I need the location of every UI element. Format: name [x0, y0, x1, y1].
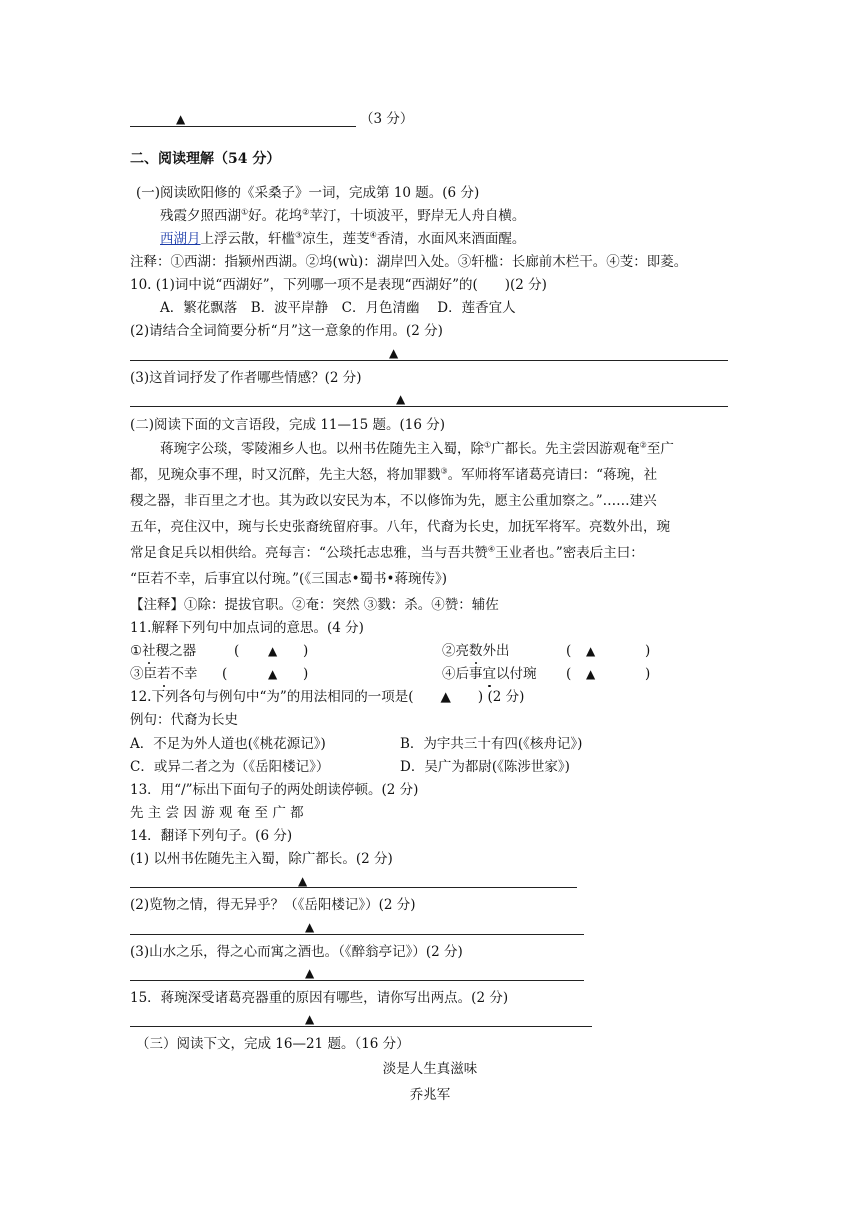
- poem-text: 凉生，莲芰: [302, 231, 370, 247]
- passage-text: 广都长。先主尝因游观奄: [491, 441, 640, 457]
- q14-1: (1) 以州书佐随先主入蜀，除广都长。(2 分): [130, 851, 393, 867]
- answer-line: [130, 406, 728, 407]
- q11-blank-close: ): [303, 643, 309, 659]
- dotted-word: 宜: [482, 666, 496, 682]
- question-13: 13．用“/”标出下面句子的两处朗读停顿。(2 分): [130, 782, 419, 798]
- score-label: （3 分）: [360, 111, 414, 127]
- answer-line: [130, 1026, 592, 1027]
- passage-text: 蒋琬字公琰，零陵湘乡人也。以州书佐随先主入蜀，除: [160, 441, 484, 457]
- dotted-word: 数: [469, 643, 483, 659]
- article-author: 乔兆军: [409, 1087, 451, 1103]
- q13-sentence: 先 主 尝 因 游 观 奄 至 广 都: [130, 805, 304, 821]
- passage-line-2: [130, 466, 657, 484]
- q11-item-1: [130, 642, 196, 660]
- dotted-word: 若: [157, 666, 171, 682]
- part1-intro: (一)阅读欧阳修的《采桑子》一词，完成第 10 题。(6 分): [136, 185, 480, 201]
- poem-text: 残霞夕照西湖: [160, 208, 241, 224]
- answer-mark: ▲: [305, 1012, 315, 1026]
- item-text: 外出: [482, 643, 510, 659]
- part3-intro: （三）阅读下文，完成 16—21 题。（16 分）: [136, 1036, 410, 1052]
- answer-mark: ▲: [389, 346, 399, 360]
- dotted-word: 社: [142, 643, 156, 659]
- question-15: 15．蒋琬深受诸葛亮器重的原因有哪些，请你写出两点。(2 分): [130, 990, 509, 1006]
- question-11: 11.解释下列句中加点词的意思。(4 分): [130, 620, 364, 636]
- footnote-mark: ①: [484, 440, 492, 450]
- part2-intro: (二)阅读下面的文言语段，完成 11—15 题。(16 分): [130, 417, 445, 433]
- article-title: 淡是人生真滋味: [382, 1061, 478, 1077]
- footnote-mark: ③: [440, 466, 448, 476]
- q11-blank-open: (: [222, 666, 228, 682]
- poem-line-1: [160, 207, 525, 225]
- footnote-mark: ④: [487, 544, 496, 554]
- poem-notes: 注释：①西湖：指颍州西湖。②坞(wù)：湖岸凹入处。③轩槛：长廊前木栏干。④芰：即菱。: [130, 254, 688, 270]
- q11-blank-open: (: [234, 643, 240, 659]
- answer-mark: ▲: [396, 392, 406, 406]
- question-14: 14．翻译下列句子。(6 分): [130, 828, 293, 844]
- answer-mark: ▲: [305, 966, 315, 980]
- passage-notes: 【注释】①除：提拔官职。②奄：突然 ③戮：杀。④赞：辅佐: [130, 597, 499, 613]
- passage-line-1: [160, 440, 674, 458]
- answer-line: [130, 887, 577, 888]
- question-10-3: (3)这首词抒发了作者哪些情感？(2 分): [130, 370, 362, 386]
- poem-text: 好。花坞: [248, 208, 303, 224]
- answer-mark: ▲: [268, 667, 278, 681]
- q12-option-b: B．为宇共三十有四(《核舟记》): [400, 736, 583, 752]
- answer-line: [130, 980, 584, 981]
- footnote-mark: ②: [302, 207, 310, 217]
- answer-line: [130, 934, 584, 935]
- poem-line-2: [160, 230, 525, 248]
- item-text: ①: [130, 643, 143, 659]
- poem-text: 苹汀，十顷波平，野岸无人舟自横。: [309, 208, 526, 224]
- q11-item-4: [442, 665, 537, 683]
- item-text: ②亮: [442, 643, 469, 659]
- question-10-1: 10. (1)词中说“西湖好”，下列哪一项不是表现“西湖好”的( )(2 分): [130, 277, 547, 293]
- answer-mark: ▲: [176, 112, 186, 126]
- footnote-mark: ④: [369, 230, 377, 240]
- item-text: 不幸: [170, 666, 198, 682]
- q11-blank-close: ): [645, 666, 651, 682]
- answer-mark: ▲: [305, 920, 315, 934]
- item-text: 稷之器: [155, 643, 197, 659]
- passage-text: 都，见琬众事不理，时又沉醉，先主大怒，将加罪戮: [130, 467, 441, 483]
- answer-mark: ▲: [586, 644, 596, 658]
- item-text: ③臣: [130, 666, 157, 682]
- q11-item-3: [130, 665, 198, 683]
- question-10-2: (2)请结合全词简要分析“月”这一意象的作用。(2 分): [130, 323, 443, 339]
- footnote-mark: ①: [241, 207, 249, 217]
- passage-line-6: “臣若不幸，后事宜以付琬。”(《三国志•蜀书•蒋琬传》): [130, 571, 448, 587]
- q12-option-d: D．吴广为都尉(《陈涉世家》): [400, 759, 570, 775]
- question-12: 12.下列各句与例句中“为”的用法相同的一项是( ▲ ) (2 分): [130, 689, 525, 705]
- q11-blank-close: ): [303, 666, 309, 682]
- q11-item-2: [442, 642, 510, 660]
- answer-mark: ▲: [268, 644, 278, 658]
- passage-line-3: 稷之器，非百里之才也。其为政以安民为本，不以修饰为先，愿主公重加察之。”……建兴: [130, 493, 657, 509]
- passage-line-5: [130, 544, 644, 562]
- q11-blank-close: ): [645, 643, 651, 659]
- item-text: 以付琬: [496, 666, 537, 682]
- q12-option-c: C．或异二者之为（《岳阳楼记》）: [130, 759, 330, 775]
- footnote-mark: ③: [295, 230, 303, 240]
- poem-text: 香清，水面风来酒面醒。: [376, 231, 526, 247]
- answer-mark: ▲: [586, 667, 596, 681]
- q12-option-a: A．不足为外人道也(《桃花源记》): [130, 736, 326, 752]
- q11-blank-open: (: [566, 666, 572, 682]
- question-10-options: A．繁花飘落 B．波平岸静 C．月色清幽 D．莲香宜人: [160, 300, 516, 316]
- answer-line: [130, 126, 356, 127]
- item-text: ④后事: [442, 666, 483, 682]
- answer-mark: ▲: [298, 874, 308, 888]
- poem-link[interactable]: 西湖月: [160, 231, 201, 247]
- poem-text: 上浮云散，轩槛: [200, 231, 295, 247]
- passage-text: 至广: [646, 441, 674, 457]
- footnote-mark: ②: [639, 440, 647, 450]
- passage-text: 常足食足兵以相供给。亮每言：“公琰托志忠雅，当与吾共赞: [130, 545, 488, 561]
- passage-text: 王业者也。”密表后主曰：: [495, 545, 644, 561]
- q14-3: (3)山水之乐，得之心而寓之酒也。（《醉翁亭记》）(2 分): [130, 944, 463, 960]
- section-heading: 二、阅读理解（54 分）: [130, 151, 281, 167]
- passage-text: 。军师将军诸葛亮请曰：“蒋琬，社: [447, 467, 658, 483]
- answer-line: [130, 360, 728, 361]
- q14-2: (2)览物之情，得无异乎？（《岳阳楼记》）(2 分): [130, 897, 416, 913]
- q11-blank-open: (: [566, 643, 572, 659]
- passage-line-4: 五年，亮住汉中，琬与长史张裔统留府事。八年，代裔为长史，加抚军将军。亮数外出，琬: [130, 519, 670, 535]
- q12-example: 例句：代裔为长史: [130, 712, 238, 728]
